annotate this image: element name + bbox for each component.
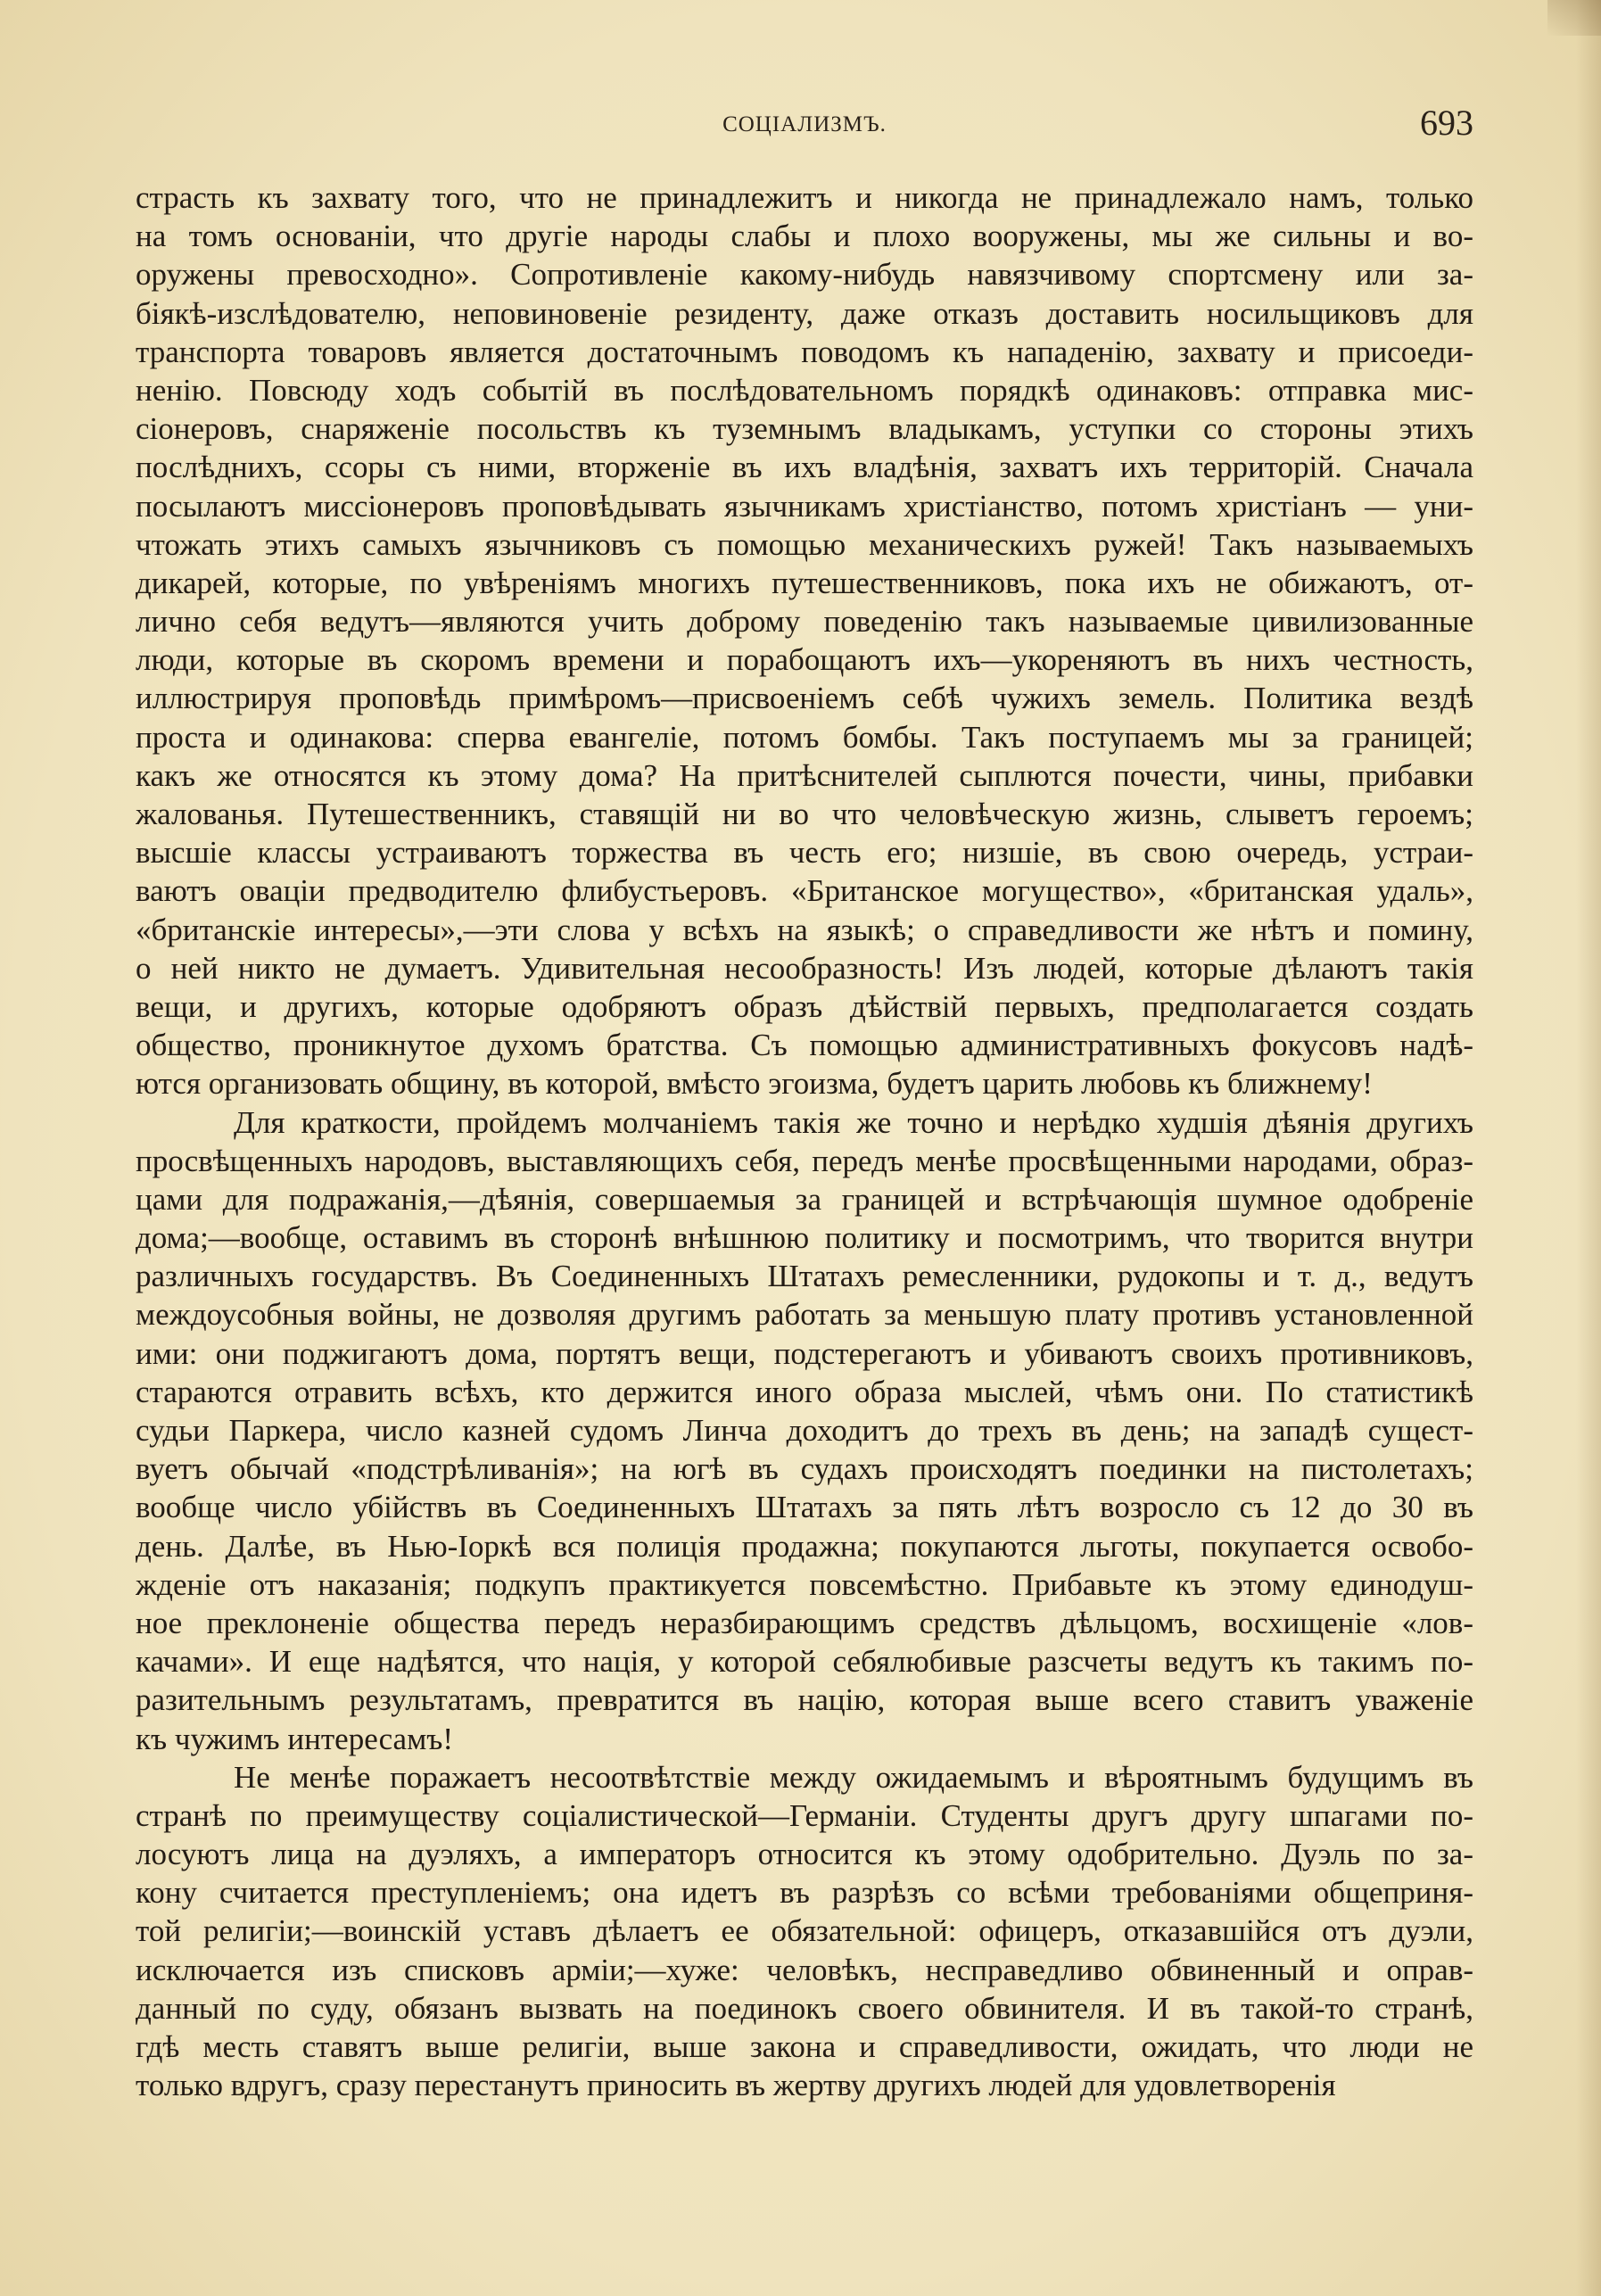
text-line: судьи Паркера, число казней судомъ Линча доходитъ до трехъ въ день; на западѣ сущест- <box>136 1413 1473 1448</box>
text-line: странѣ по преимуществу соціалистической—Германіи. Студенты другъ другу шпагами по- <box>136 1797 1473 1833</box>
paragraph <box>136 1758 1473 2105</box>
text-line: ими: они поджигаютъ дома, портятъ вещи, подстерегаютъ и убиваютъ своихъ противниковъ, <box>136 1335 1473 1371</box>
text-line: транспорта товаровъ является достаточнымъ поводомъ къ нападенію, захвату и присоеди- <box>136 334 1473 369</box>
text-line: сіонеровъ, снаряженіе посольствъ къ туземнымъ владыкамъ, уступки со стороны этихъ <box>136 411 1473 447</box>
text-line: на томъ основаніи, что другіе народы слабы и плохо вооружены, мы же сильны и во- <box>136 219 1473 254</box>
text-line: день. Далѣе, въ Нью-Іоркѣ вся полиція продажна; покупаются льготы, покупается освобо- <box>136 1528 1473 1564</box>
page-edge-stain <box>1576 0 1601 2296</box>
body-text <box>136 178 1473 2104</box>
text-line: качами». И еще надѣятся, что нація, у которой себялюбивые разсчеты ведутъ къ такимъ по- <box>136 1644 1473 1680</box>
text-line: ются организовать общину, въ которой, вмѣсто эгоизма, будетъ царить любовь къ ближнему! <box>136 1066 1373 1102</box>
text-line: Не менѣе поражаетъ несоотвѣтствіе между ожидаемымъ и вѣроятнымъ будущимъ въ <box>234 1759 1473 1795</box>
text-line: общество, проникнутое духомъ братства. Съ помощью административныхъ фокусовъ надѣ- <box>136 1028 1473 1063</box>
text-line: жденіе отъ наказанія; подкупъ практикуется повсемѣстно. Прибавьте къ этому единодуш- <box>136 1566 1473 1602</box>
text-line: гдѣ месть ставятъ выше религіи, выше закона и справедливости, ожидать, что люди не <box>136 2029 1473 2064</box>
text-line: къ чужимъ интересамъ! <box>136 1721 453 1756</box>
text-line: ваютъ оваціи предводителю флибустьеровъ. «Британское могущество», «британская удаль», <box>136 873 1473 909</box>
paragraph <box>136 1103 1473 1758</box>
text-line: высшіе классы устраиваютъ торжества въ честь его; низшіе, въ свою очередь, устраи- <box>136 835 1473 871</box>
text-line: разительнымъ результатамъ, превратится въ націю, которая выше всего ставитъ уваженіе <box>136 1682 1473 1718</box>
text-line: различныхъ государствъ. Въ Соединенныхъ Штатахъ ремесленники, рудокопы и т. д., ведутъ <box>136 1259 1473 1294</box>
text-line: проста и одинакова: сперва евангеліе, потомъ бомбы. Такъ поступаемъ мы за границей; <box>136 719 1473 755</box>
text-line: ное преклоненіе общества передъ неразбирающимъ средствъ дѣльцомъ, восхищеніе «лов- <box>136 1605 1473 1640</box>
text-line: жалованья. Путешественникъ, ставящій ни во что человѣческую жизнь, слыветъ героемъ; <box>136 797 1473 831</box>
text-line: страсть къ захвату того, что не принадлежитъ и никогда не принадлежало намъ, только <box>136 180 1473 215</box>
text-line: какъ же относятся къ этому дома? На притѣснителей сыплются почести, чины, прибавки <box>136 757 1473 793</box>
text-line: данный по суду, обязанъ вызвать на поединокъ своего обвинителя. И въ такой-то странѣ, <box>136 1990 1473 2026</box>
paragraph <box>136 178 1473 1103</box>
text-line: біякѣ-изслѣдователю, неповиновеніе резиденту, даже отказъ доставить носильщиковъ для <box>136 295 1473 331</box>
running-title: СОЦІАЛИЗМЪ. <box>722 112 887 136</box>
page-corner-stain <box>1547 0 1601 36</box>
text-line: лосуютъ лица на дуэляхъ, а императоръ относится къ этому одобрительно. Дуэль по за- <box>136 1837 1473 1872</box>
text-line: междоусобныя войны, не дозволяя другимъ работать за меньшую плату противъ установленной <box>136 1297 1473 1333</box>
text-line: люди, которые въ скоромъ времени и порабощаютъ ихъ—укореняютъ въ нихъ честность, <box>136 642 1473 678</box>
text-line: вуетъ обычай «подстрѣливанія»; на югѣ въ судахъ происходятъ поединки на пистолетахъ; <box>136 1451 1473 1487</box>
text-line: о ней никто не думаетъ. Удивительная несообразность! Изъ людей, которые дѣлаютъ такія <box>136 950 1473 986</box>
text-line: только вдругъ, сразу перестанутъ приносить въ жертву другихъ людей для удовлетворенія <box>136 2068 1336 2103</box>
text-line: посылаютъ миссіонеровъ проповѣдывать язычникамъ христіанство, потомъ христіанъ — уни- <box>136 488 1473 524</box>
text-line: кону считается преступленіемъ; она идетъ въ разрѣзъ со всѣми требованіями общеприня- <box>136 1875 1473 1911</box>
text-line: иллюстрируя проповѣдь примѣромъ—присвоеніемъ себѣ чужихъ земель. Политика вездѣ <box>136 681 1473 716</box>
text-line: цами для подражанія,—дѣянія, совершаемыя за границей и встрѣчающія шумное одобреніе <box>136 1181 1473 1217</box>
text-line: исключается изъ списковъ арміи;—хуже: человѣкъ, несправедливо обвиненный и оправ- <box>136 1952 1473 1987</box>
text-line: лично себя ведутъ—являются учить доброму поведенію такъ называемые цивилизованные <box>136 604 1473 640</box>
text-line: дикарей, которые, по увѣреніямъ многихъ путешественниковъ, пока ихъ не обижаютъ, от- <box>136 565 1473 600</box>
text-line: оружены превосходно». Сопротивленіе какому-нибудь навязчивому спортсмену или за- <box>136 257 1473 293</box>
text-line: «британскіе интересы»,—эти слова у всѣхъ на языкѣ; о справедливости же нѣтъ и помину, <box>136 912 1473 947</box>
text-line: послѣднихъ, ссоры съ ними, вторженіе въ ихъ владѣнія, захватъ ихъ территорій. Сначала <box>136 450 1473 485</box>
page-number: 693 <box>1420 103 1473 143</box>
text-line: вещи, и другихъ, которые одобряютъ образъ дѣйствій первыхъ, предполагается создать <box>136 988 1473 1024</box>
text-line: стараются отравить всѣхъ, кто держится иного образа мыслей, чѣмъ они. По статистикѣ <box>136 1374 1473 1409</box>
text-line: вообще число убійствъ въ Соединенныхъ Штатахъ за пять лѣтъ возросло съ 12 до 30 въ <box>136 1490 1473 1525</box>
text-line: ненію. Повсюду ходъ событій въ послѣдовательномъ порядкѣ одинаковъ: отправка мис- <box>136 372 1473 408</box>
text-line: Для краткости, пройдемъ молчаніемъ такія же точно и нерѣдко худшія дѣянія другихъ <box>234 1104 1473 1140</box>
text-line: просвѣщенныхъ народовъ, выставляющихъ себя, передъ менѣе просвѣщенными народами, образ- <box>136 1143 1473 1178</box>
running-header <box>136 100 1473 153</box>
text-line: дома;—вообще, оставимъ въ сторонѣ внѣшнюю политику и посмотримъ, что творится внутри <box>136 1220 1473 1256</box>
text-line: той религіи;—воинскій уставъ дѣлаетъ ее обязательной: офицеръ, отказавшійся отъ дуэли, <box>136 1913 1473 1949</box>
text-line: чтожать этихъ самыхъ язычниковъ съ помощью механическихъ ружей! Такъ называемыхъ <box>136 526 1473 562</box>
